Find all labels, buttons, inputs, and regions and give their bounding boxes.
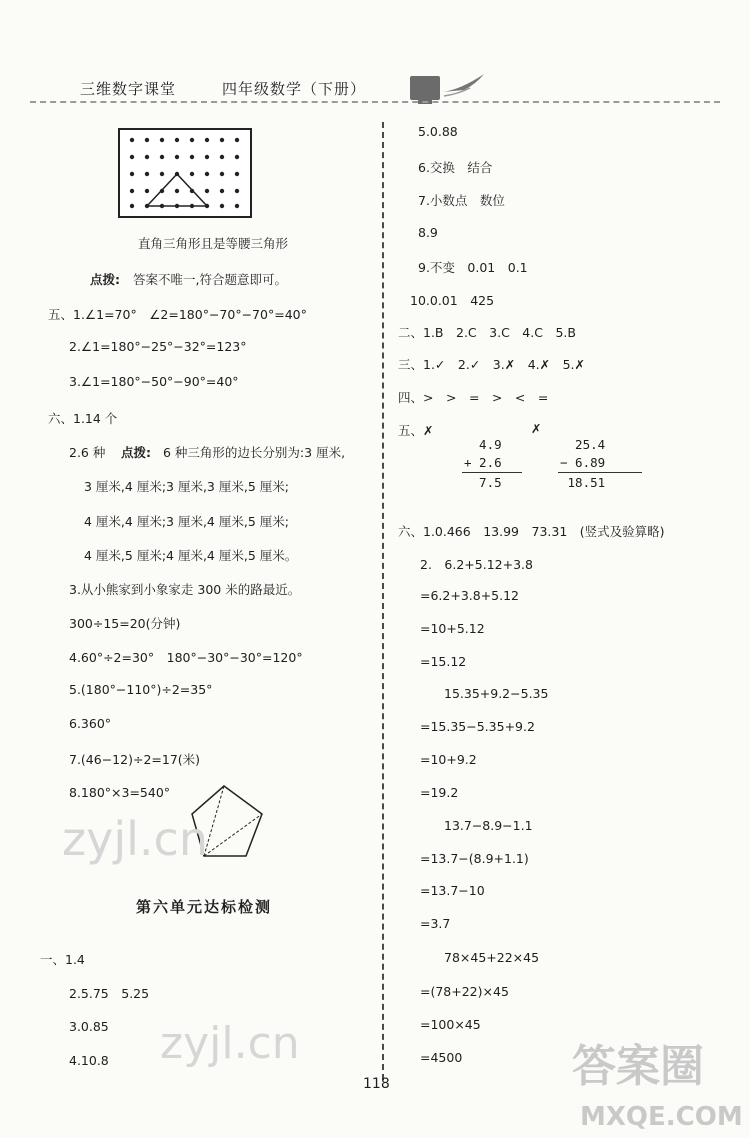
dot-grid-triangle <box>120 130 250 216</box>
section-6-2-line13: 78×45+22×45 <box>444 950 540 965</box>
unit-answer-1-3: 3.0.85 <box>69 1019 109 1034</box>
calc2-top: 25.4 <box>560 437 606 452</box>
answer-6-2: 2.6 种 <box>69 445 106 460</box>
right-answer-10: 10.0.01 425 <box>410 293 495 308</box>
answer-6-2-line1: 6 种三角形的边长分别为:3 厘米, <box>163 445 346 460</box>
answer-6-2-hint: 点拨: <box>121 445 151 460</box>
calc2-rule <box>558 472 642 473</box>
answer-6-3-calc: 300÷15=20(分钟) <box>69 616 181 631</box>
column-divider <box>382 122 384 1080</box>
section-6-2-line15: =100×45 <box>420 1017 481 1032</box>
right-answer-7: 7.小数点 数位 <box>418 193 505 208</box>
unit-answer-1-2: 2.5.75 5.25 <box>69 986 150 1001</box>
section-6-2-line14: =(78+22)×45 <box>420 984 509 999</box>
right-answer-9: 9.不变 0.01 0.1 <box>418 260 528 275</box>
right-answer-8: 8.9 <box>418 225 438 240</box>
section-6-2-line2: =6.2+3.8+5.12 <box>420 588 520 603</box>
section-6-2-line3: =10+5.12 <box>420 621 485 636</box>
subject-title: 四年级数学（下册） <box>222 80 367 98</box>
right-answer-6: 6.交换 结合 <box>418 160 493 175</box>
section-6-2-line12: =3.7 <box>420 916 451 931</box>
hint-label: 点拨: <box>90 272 120 287</box>
dot-grid-figure <box>118 128 252 218</box>
monitor-icon <box>410 76 440 100</box>
answer-6-2-line4: 4 厘米,5 厘米;4 厘米,4 厘米,5 厘米。 <box>84 548 298 563</box>
section-6-2-line6: =15.35−5.35+9.2 <box>420 719 535 734</box>
section-6-2-line16: =4500 <box>420 1050 463 1065</box>
answer-6-3: 3.从小熊家到小象家走 300 米的路最近。 <box>69 582 301 597</box>
calc2-result: 18.51 <box>560 475 606 490</box>
answer-6-1: 六、1.14 个 <box>48 411 118 426</box>
right-answer-5: 5.0.88 <box>418 124 458 139</box>
watermark-3: 答案圈 <box>572 1041 704 1092</box>
section-6-2-line4: =15.12 <box>420 654 467 669</box>
section-6-2-line10: =13.7−(8.9+1.1) <box>420 851 529 866</box>
calc1-rule <box>462 472 522 473</box>
watermark-4: MXQE.COM <box>580 1102 743 1132</box>
answer-6-2-line2: 3 厘米,4 厘米;3 厘米,3 厘米,5 厘米; <box>84 479 289 494</box>
section-3-answers: 三、1.✓ 2.✓ 3.✗ 4.✗ 5.✗ <box>398 357 585 372</box>
answer-5-1: 五、1.∠1=70° ∠2=180°−70°−70°=40° <box>48 307 307 322</box>
rocket-icon <box>440 70 490 100</box>
section-5-mark-2: ✗ <box>531 421 542 436</box>
answer-6-4: 4.60°÷2=30° 180°−30°−30°=120° <box>69 650 303 665</box>
section-6-2-line8: =19.2 <box>420 785 459 800</box>
page-number: 118 <box>363 1076 390 1092</box>
section-6-2-line9: 13.7−8.9−1.1 <box>444 818 533 833</box>
unit-title: 第六单元达标检测 <box>136 898 273 916</box>
figure-caption: 直角三角形且是等腰三角形 <box>138 236 289 251</box>
calc1-operand: + 2.6 <box>464 455 502 470</box>
unit-answer-1-4: 4.10.8 <box>69 1053 109 1068</box>
answer-5-2: 2.∠1=180°−25°−32°=123° <box>69 339 247 354</box>
section-6-2-line5: 15.35+9.2−5.35 <box>444 686 549 701</box>
calc2-operand: − 6.89 <box>560 455 606 470</box>
answer-6-8: 8.180°×3=540° <box>69 785 171 800</box>
hint-text: 答案不唯一,符合题意即可。 <box>133 272 287 287</box>
section-6-2-line11: =13.7−10 <box>420 883 485 898</box>
section-6-1: 六、1.0.466 13.99 73.31 (竖式及验算略) <box>398 524 665 539</box>
answer-6-7: 7.(46−12)÷2=17(米) <box>69 752 201 767</box>
unit-answer-1-1: 一、1.4 <box>40 952 85 967</box>
answer-6-2-line3: 4 厘米,4 厘米;3 厘米,4 厘米,5 厘米; <box>84 514 289 529</box>
calc1-top: 4.9 <box>464 437 502 452</box>
book-title: 三维数字课堂 <box>80 80 177 98</box>
section-2-answers: 二、1.B 2.C 3.C 4.C 5.B <box>398 325 576 340</box>
section-4-answers: 四、> > = > < = <box>398 390 549 405</box>
section-5-label: 五、✗ <box>398 423 434 438</box>
header-divider <box>30 101 720 103</box>
answer-6-6: 6.360° <box>69 716 112 731</box>
section-6-2-line7: =10+9.2 <box>420 752 477 767</box>
section-6-2-line1: 2. 6.2+5.12+3.8 <box>420 557 533 572</box>
answer-5-3: 3.∠1=180°−50°−90°=40° <box>69 374 239 389</box>
answer-6-5: 5.(180°−110°)÷2=35° <box>69 682 213 697</box>
watermark-2: zyjl.cn <box>160 1018 300 1069</box>
watermark-1: zyjl.cn <box>62 812 208 866</box>
calc1-result: 7.5 <box>464 475 502 490</box>
